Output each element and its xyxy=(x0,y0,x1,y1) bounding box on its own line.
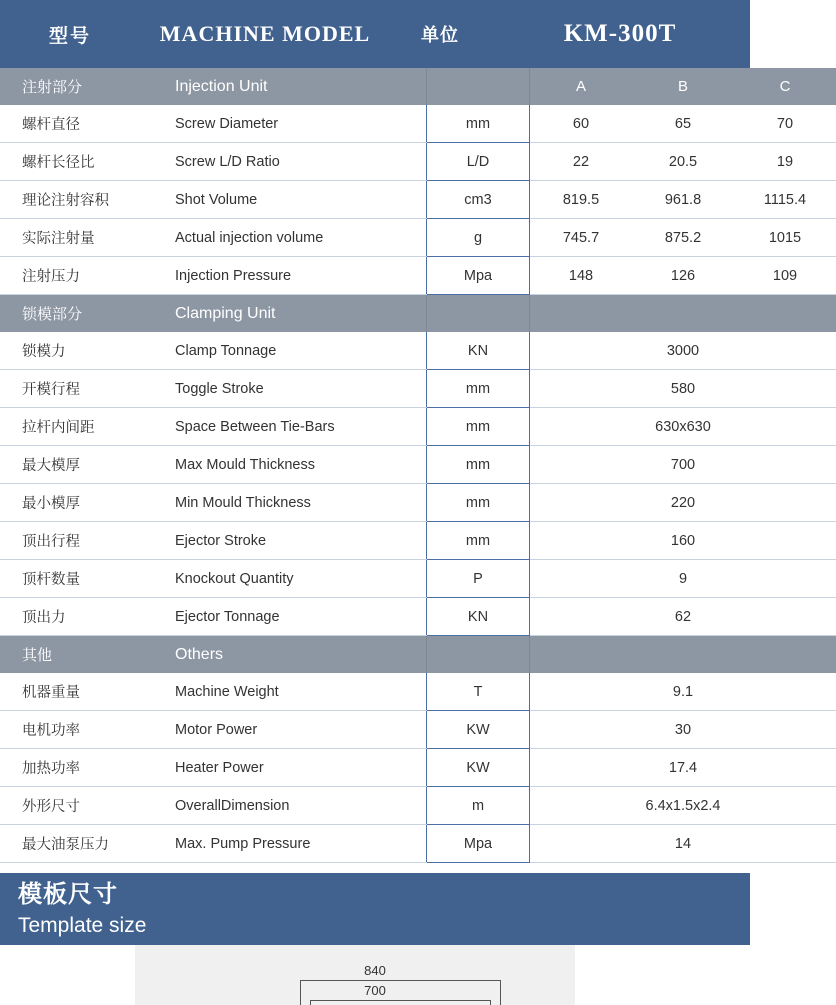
row-label-en: Min Mould Thickness xyxy=(163,484,427,522)
row-label-cn: 顶杆数量 xyxy=(0,560,163,598)
row-label-cn: 顶出力 xyxy=(0,598,163,636)
row-value: 3000 xyxy=(530,332,836,370)
row-label-en: OverallDimension xyxy=(163,787,427,825)
table-row xyxy=(0,825,836,863)
row-unit: mm xyxy=(427,408,530,446)
row-value-a: 819.5 xyxy=(530,181,633,219)
row-value-c: 70 xyxy=(734,105,836,143)
row-unit: mm xyxy=(427,105,530,143)
row-value: 160 xyxy=(530,522,836,560)
dimension-line-inner xyxy=(310,1000,490,1001)
row-value: 700 xyxy=(530,446,836,484)
row-unit: KW xyxy=(427,749,530,787)
row-value: 9.1 xyxy=(530,673,836,711)
section-unit-cell xyxy=(427,636,530,674)
table-row xyxy=(0,143,836,181)
row-label-en: Shot Volume xyxy=(163,181,427,219)
row-label-cn: 顶出行程 xyxy=(0,522,163,560)
row-label-cn: 外形尺寸 xyxy=(0,787,163,825)
row-unit: mm xyxy=(427,484,530,522)
row-value-a: 148 xyxy=(530,257,633,295)
row-unit: g xyxy=(427,219,530,257)
header-unit-label: 单位 xyxy=(390,21,490,47)
row-value-b: 65 xyxy=(632,105,734,143)
row-label-cn: 开模行程 xyxy=(0,370,163,408)
column-header-b: B xyxy=(632,68,734,105)
row-label-cn: 机器重量 xyxy=(0,673,163,711)
column-header-a: A xyxy=(530,68,633,105)
table-row xyxy=(0,181,836,219)
section-title-cn: 锁模部分 xyxy=(0,295,163,333)
row-label-cn: 电机功率 xyxy=(0,711,163,749)
section-header-injection-unit xyxy=(0,68,836,105)
section-unit-cell xyxy=(427,295,530,333)
row-label-cn: 锁模力 xyxy=(0,332,163,370)
row-value-b: 961.8 xyxy=(632,181,734,219)
row-value: 62 xyxy=(530,598,836,636)
section-title-en: Clamping Unit xyxy=(163,295,427,333)
table-row xyxy=(0,787,836,825)
row-value: 220 xyxy=(530,484,836,522)
table-row xyxy=(0,673,836,711)
row-label-en: Ejector Tonnage xyxy=(163,598,427,636)
column-header-c: C xyxy=(734,68,836,105)
row-value-b: 20.5 xyxy=(632,143,734,181)
row-label-en: Heater Power xyxy=(163,749,427,787)
section-title-cn: 注射部分 xyxy=(0,68,163,105)
row-value-c: 109 xyxy=(734,257,836,295)
row-label-en: Screw Diameter xyxy=(163,105,427,143)
row-label-cn: 螺杆直径 xyxy=(0,105,163,143)
row-label-cn: 最大模厚 xyxy=(0,446,163,484)
table-row xyxy=(0,408,836,446)
row-label-en: Max. Pump Pressure xyxy=(163,825,427,863)
row-label-en: Screw L/D Ratio xyxy=(163,143,427,181)
table-header-bar xyxy=(0,0,750,68)
row-value-a: 22 xyxy=(530,143,633,181)
table-row xyxy=(0,446,836,484)
row-unit: T xyxy=(427,673,530,711)
row-unit: L/D xyxy=(427,143,530,181)
row-label-en: Max Mould Thickness xyxy=(163,446,427,484)
table-row xyxy=(0,749,836,787)
row-label-cn: 注射压力 xyxy=(0,257,163,295)
row-unit: mm xyxy=(427,370,530,408)
row-label-cn: 理论注射容积 xyxy=(0,181,163,219)
row-value: 6.4x1.5x2.4 xyxy=(530,787,836,825)
row-unit: m xyxy=(427,787,530,825)
row-label-cn: 螺杆长径比 xyxy=(0,143,163,181)
section-title-cn: 其他 xyxy=(0,636,163,674)
row-label-en: Actual injection volume xyxy=(163,219,427,257)
row-value-b: 875.2 xyxy=(632,219,734,257)
row-label-cn: 最小模厚 xyxy=(0,484,163,522)
dimension-label-inner: 700 xyxy=(0,983,750,998)
section-unit-cell xyxy=(427,68,530,105)
row-value: 580 xyxy=(530,370,836,408)
row-label-en: Toggle Stroke xyxy=(163,370,427,408)
row-value-c: 19 xyxy=(734,143,836,181)
section-value-cell xyxy=(530,295,836,333)
section-title-en: Others xyxy=(163,636,427,674)
row-unit: cm3 xyxy=(427,181,530,219)
row-label-en: Injection Pressure xyxy=(163,257,427,295)
template-size-title-en: Template size xyxy=(18,911,750,941)
row-unit: KN xyxy=(427,598,530,636)
dimension-line-outer xyxy=(300,980,500,981)
table-row xyxy=(0,560,836,598)
row-unit: mm xyxy=(427,446,530,484)
row-label-en: Space Between Tie-Bars xyxy=(163,408,427,446)
dimension-label-outer: 840 xyxy=(0,963,750,978)
table-row xyxy=(0,105,836,143)
row-value-b: 126 xyxy=(632,257,734,295)
row-label-cn: 实际注射量 xyxy=(0,219,163,257)
header-model-value: KM-300T xyxy=(490,20,750,48)
template-size-banner xyxy=(0,873,750,945)
section-value-cell xyxy=(530,636,836,674)
row-label-cn: 加热功率 xyxy=(0,749,163,787)
row-value-a: 60 xyxy=(530,105,633,143)
table-row xyxy=(0,219,836,257)
dimension-tick-right-inner xyxy=(490,1000,491,1005)
section-title-en: Injection Unit xyxy=(163,68,427,105)
row-value: 14 xyxy=(530,825,836,863)
header-model-label-en: MACHINE MODEL xyxy=(140,21,390,47)
row-value-c: 1015 xyxy=(734,219,836,257)
row-label-en: Clamp Tonnage xyxy=(163,332,427,370)
table-row xyxy=(0,332,836,370)
section-header-others xyxy=(0,636,836,674)
dimension-tick-left-inner xyxy=(310,1000,311,1005)
row-value-a: 745.7 xyxy=(530,219,633,257)
row-unit: KW xyxy=(427,711,530,749)
table-row xyxy=(0,484,836,522)
row-label-cn: 最大油泵压力 xyxy=(0,825,163,863)
dimension-tick-right-outer xyxy=(500,980,501,1005)
row-label-en: Ejector Stroke xyxy=(163,522,427,560)
template-size-title-cn: 模板尺寸 xyxy=(18,879,750,911)
table-row xyxy=(0,370,836,408)
dimension-tick-left-outer xyxy=(300,980,301,1005)
table-row xyxy=(0,522,836,560)
row-label-en: Knockout Quantity xyxy=(163,560,427,598)
row-value: 30 xyxy=(530,711,836,749)
row-unit: mm xyxy=(427,522,530,560)
specification-table-body xyxy=(0,68,836,863)
table-row xyxy=(0,257,836,295)
row-label-en: Machine Weight xyxy=(163,673,427,711)
table-row xyxy=(0,598,836,636)
row-unit: KN xyxy=(427,332,530,370)
section-header-clamping-unit xyxy=(0,295,836,333)
row-unit: P xyxy=(427,560,530,598)
template-size-diagram xyxy=(0,945,750,1005)
row-label-en: Motor Power xyxy=(163,711,427,749)
specification-table xyxy=(0,68,836,863)
header-model-label-cn: 型号 xyxy=(0,21,140,48)
table-row xyxy=(0,711,836,749)
row-label-cn: 拉杆内间距 xyxy=(0,408,163,446)
row-value: 630x630 xyxy=(530,408,836,446)
row-value: 9 xyxy=(530,560,836,598)
row-value-c: 1115.4 xyxy=(734,181,836,219)
row-unit: Mpa xyxy=(427,825,530,863)
row-value: 17.4 xyxy=(530,749,836,787)
row-unit: Mpa xyxy=(427,257,530,295)
